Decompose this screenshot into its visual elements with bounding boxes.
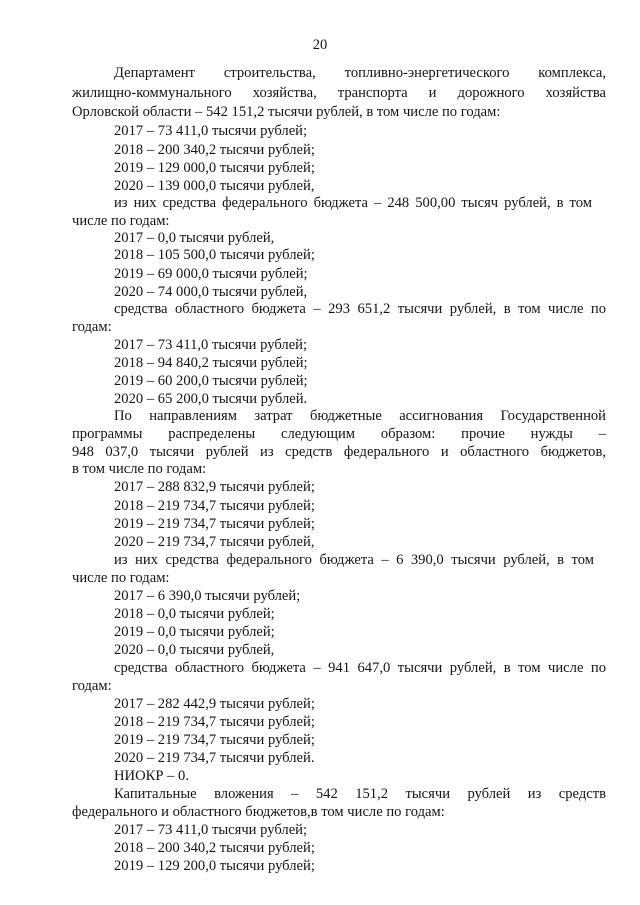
text-line: 2017 – 73 411,0 тысячи рублей; [114,123,308,139]
text-line: 2017 – 0,0 тысячи рублей, [114,230,275,246]
text-line: 2019 – 219 734,7 тысячи рублей; [114,516,315,532]
text-line: По направлениям затрат бюджетные ассигнования Государственной [114,408,606,424]
text-line: 2020 – 139 000,0 тысячи рублей, [114,178,315,194]
text-line: 2018 – 0,0 тысячи рублей; [114,606,275,622]
text-line: в том числе по годам: [72,461,207,477]
text-line: 2018 – 200 340,2 тысячи рублей; [114,840,315,856]
text-line: 2019 – 219 734,7 тысячи рублей; [114,732,315,748]
text-line: 2019 – 129 200,0 тысячи рублей; [114,858,315,874]
text-line: 2019 – 0,0 тысячи рублей; [114,624,275,640]
text-line: 948 037,0 тысячи рублей из средств федерального и областного бюджетов, [72,444,606,460]
text-line: Орловской области – 542 151,2 тысячи рублей, в том числе по годам: [72,104,501,120]
text-line: жилищно-коммунального хозяйства, транспорта и дорожного хозяйства [72,85,606,101]
text-line: 2020 – 65 200,0 тысячи рублей. [114,391,308,407]
text-line: годам: [72,678,112,694]
text-line: 2019 – 69 000,0 тысячи рублей; [114,266,308,282]
text-line: 2019 – 60 200,0 тысячи рублей; [114,373,308,389]
text-line: средства областного бюджета – 293 651,2 тысячи рублей, в том числе по [114,301,606,317]
text-line: 2017 – 73 411,0 тысячи рублей; [114,337,308,353]
text-line: 2017 – 288 832,9 тысячи рублей; [114,479,315,495]
text-line: годам: [72,319,112,335]
text-line: 2018 – 219 734,7 тысячи рублей; [114,714,315,730]
text-line: числе по годам: [72,213,170,229]
text-line: числе по годам: [72,570,170,586]
text-line: 2017 – 282 442,9 тысячи рублей; [114,696,315,712]
text-line: 2020 – 219 734,7 тысячи рублей. [114,750,315,766]
text-line: НИОКР – 0. [114,768,190,784]
text-line: 2018 – 94 840,2 тысячи рублей; [114,355,308,371]
text-line: Капитальные вложения – 542 151,2 тысячи рублей из средств [114,786,606,802]
text-line: программы распределены следующим образом: прочие нужды – [72,426,606,442]
text-line: 2018 – 105 500,0 тысячи рублей; [114,247,315,263]
text-line: 2019 – 129 000,0 тысячи рублей; [114,160,315,176]
text-line: 2018 – 200 340,2 тысячи рублей; [114,142,315,158]
page-number: 20 [312,37,328,53]
text-line: 2020 – 74 000,0 тысячи рублей, [114,284,308,300]
text-line: из них средства федерального бюджета – 6 390,0 тысячи рублей, в том [114,552,594,568]
text-line: 2018 – 219 734,7 тысячи рублей; [114,498,315,514]
text-line: 2020 – 0,0 тысячи рублей, [114,642,275,658]
text-line: 2020 – 219 734,7 тысячи рублей, [114,534,315,550]
text-line: из них средства федерального бюджета – 248 500,00 тысяч рублей, в том [114,195,592,211]
text-line: Департамент строительства, топливно-энергетического комплекса, [114,65,606,81]
text-line: средства областного бюджета – 941 647,0 тысячи рублей, в том числе по [114,660,606,676]
text-line: 2017 – 6 390,0 тысячи рублей; [114,588,301,604]
text-line: 2017 – 73 411,0 тысячи рублей; [114,822,308,838]
text-line: федерального и областного бюджетов,в том числе по годам: [72,804,445,820]
